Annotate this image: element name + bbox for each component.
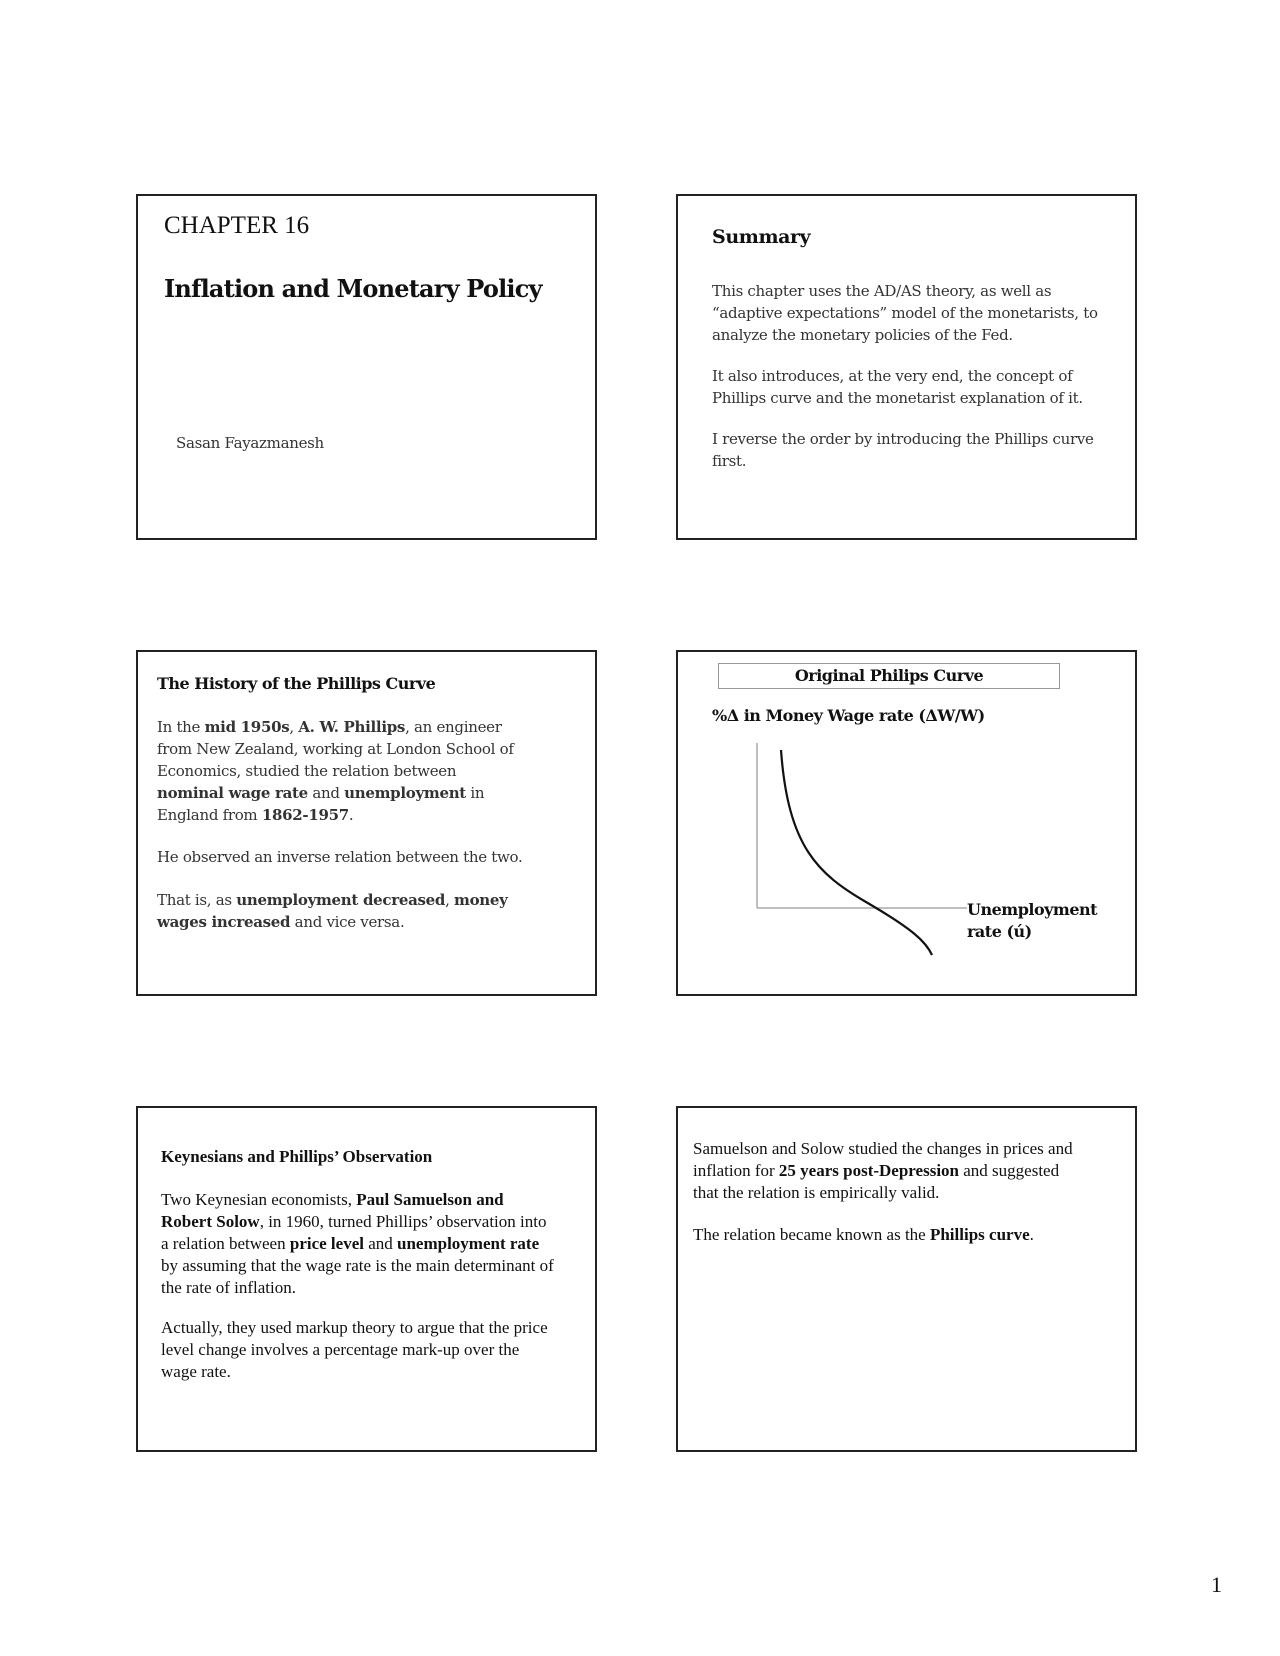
bold-run: money wages increased <box>157 891 508 931</box>
bold-run: 1862-1957 <box>261 806 349 824</box>
slide-samuelson <box>676 1106 1137 1452</box>
bold-run: 25 years post-Depression <box>778 1161 959 1180</box>
slide-heading: Summary <box>712 226 811 248</box>
author-name: Sasan Fayazmanesh <box>176 434 324 452</box>
text-run: , <box>289 718 299 736</box>
slide-keynesians <box>136 1106 597 1452</box>
text-run: , in 1960, turned Phillips’ observation into a relation between <box>161 1212 547 1253</box>
text-run: and suggested that the relation is empirically valid. <box>693 1161 1060 1202</box>
history-paragraph-1 <box>157 716 527 826</box>
bold-run: mid 1950s <box>204 718 290 736</box>
summary-paragraph-2: It also introduces, at the very end, the concept of Phillips curve and the monetarist explanation of it. <box>712 367 1083 407</box>
bold-run: unemployment rate <box>397 1234 540 1253</box>
summary-paragraph-1: This chapter uses the AD/AS theory, as well as “adaptive expectations” model of the monetarists, to analyze the monetary policies of the Fed. <box>712 282 1098 344</box>
text-run: , <box>445 891 455 909</box>
slide-heading: Keynesians and Phillips’ Observation <box>161 1147 433 1166</box>
bold-run: nominal wage rate <box>157 784 308 802</box>
bold-run: Paul Samuelson and Robert Solow <box>161 1190 504 1231</box>
x-axis-label-line-2: rate (ú) <box>967 922 1032 941</box>
text-run: . <box>348 806 354 824</box>
slide-title <box>136 194 597 540</box>
text-run: in England from <box>157 784 485 824</box>
text-run: In the <box>157 718 205 736</box>
x-axis-label-line-1: Unemployment <box>967 900 1098 919</box>
text-run: Two Keynesian economists, <box>161 1190 357 1209</box>
slide-heading: Inflation and Monetary Policy <box>164 274 542 303</box>
phillips-curve-chart <box>678 652 1135 994</box>
slide-summary <box>676 194 1137 540</box>
text-run: by assuming that the wage rate is the main determinant of the rate of inflation. <box>161 1256 554 1297</box>
summary-paragraph-3: I reverse the order by introducing the Phillips curve first. <box>712 430 1094 470</box>
bold-run: Phillips curve <box>929 1225 1030 1244</box>
slide-phillips-chart <box>676 650 1137 996</box>
samuelson-paragraph-1 <box>693 1138 1073 1204</box>
phillips-curve <box>781 750 932 955</box>
text-run: The relation became known as the <box>693 1225 930 1244</box>
text-run: and vice versa. <box>290 913 405 931</box>
samuelson-paragraph-2 <box>693 1224 1113 1246</box>
chapter-label: CHAPTER 16 <box>164 212 310 239</box>
y-axis-label: %Δ in Money Wage rate (ΔW/W) <box>712 706 985 725</box>
text-run: That is, as <box>157 891 237 909</box>
page-number: 1 <box>1211 1572 1222 1597</box>
text-run: and <box>307 784 345 802</box>
slide-heading: The History of the Phillips Curve <box>157 674 436 693</box>
text-run: , an engineer from New Zealand, working at London School of Economics, studied the relation between <box>157 718 514 780</box>
bold-run: A. W. Phillips <box>298 718 406 736</box>
history-paragraph-2: He observed an inverse relation between the two. <box>157 848 523 866</box>
bold-run: unemployment decreased <box>236 891 446 909</box>
text-run: . <box>1029 1225 1034 1244</box>
slide-history <box>136 650 597 996</box>
keynesians-paragraph-1 <box>161 1189 556 1299</box>
bold-run: price level <box>289 1234 364 1253</box>
history-paragraph-3 <box>157 889 517 933</box>
keynesians-paragraph-2: Actually, they used markup theory to argue that the price level change involves a percentage mark-up over the wage rate. <box>161 1318 548 1381</box>
text-run: Samuelson and Solow studied the changes in prices and inflation for <box>693 1139 1073 1180</box>
bold-run: unemployment <box>344 784 466 802</box>
text-run: and <box>363 1234 398 1253</box>
chart-title: Original Philips Curve <box>794 666 984 685</box>
